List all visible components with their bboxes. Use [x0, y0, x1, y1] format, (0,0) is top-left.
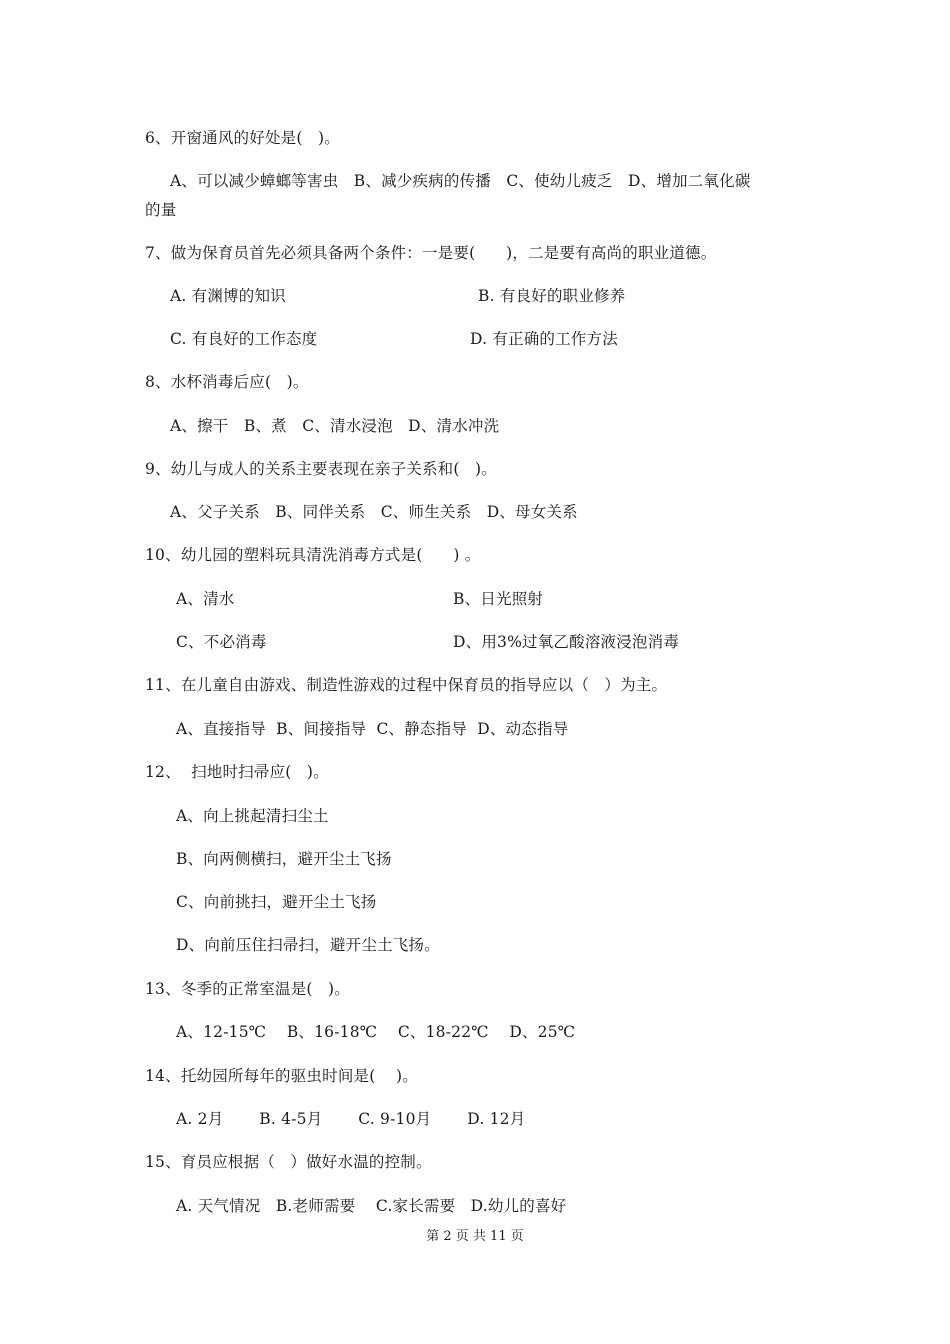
question-12-option-b: B、向两侧横扫，避开尘土飞扬: [176, 850, 392, 868]
question-14-stem: 14、托幼园所每年的驱虫时间是( )。: [145, 1067, 418, 1085]
question-10-stem: 10、幼儿园的塑料玩具清洗消毒方式是( ) 。: [145, 546, 481, 564]
question-15-options: A. 天气情况 B.老师需要 C.家长需要 D.幼儿的喜好: [176, 1197, 567, 1215]
question-7-option-b: B. 有良好的职业修养: [478, 287, 626, 305]
question-6-options-cont: 的量: [145, 201, 177, 219]
question-7-stem: 7、做为保育员首先必须具备两个条件：一是要( )，二是要有高尚的职业道德。: [145, 244, 717, 262]
question-8-stem: 8、水杯消毒后应( )。: [145, 373, 309, 391]
question-13-options: A、12-15℃ B、16-18℃ C、18-22℃ D、25℃: [176, 1023, 576, 1041]
question-13-stem: 13、冬季的正常室温是( )。: [145, 980, 350, 998]
question-12-stem: 12、 扫地时扫帚应( )。: [145, 763, 329, 781]
question-10-option-d: D、用3%过氧乙酸溶液浸泡消毒: [453, 633, 680, 651]
question-12-option-d: D、向前压住扫帚扫，避开尘土飞扬。: [176, 936, 440, 954]
question-7-option-a: A. 有渊博的知识: [170, 287, 286, 305]
question-12-option-c: C、向前挑扫，避开尘土飞扬: [176, 893, 377, 911]
question-10-option-b: B、日光照射: [453, 590, 544, 608]
question-10-option-c: C、不必消毒: [176, 633, 267, 651]
question-7-option-c: C. 有良好的工作态度: [170, 330, 318, 348]
question-11-options: A、直接指导 B、间接指导 C、静态指导 D、动态指导: [176, 720, 569, 738]
question-6-stem: 6、开窗通风的好处是( )。: [145, 129, 340, 147]
question-6-options: A、可以减少蟑螂等害虫 B、减少疾病的传播 C、使幼儿疲乏 D、增加二氧化碳: [170, 172, 751, 190]
question-8-options: A、擦干 B、煮 C、清水浸泡 D、清水冲洗: [170, 417, 500, 435]
question-7-option-d: D. 有正确的工作方法: [470, 330, 618, 348]
question-10-option-a: A、清水: [176, 590, 235, 608]
question-9-stem: 9、幼儿与成人的关系主要表现在亲子关系和( )。: [145, 460, 497, 478]
question-14-options: A. 2月 B. 4-5月 C. 9-10月 D. 12月: [176, 1110, 526, 1128]
question-9-options: A、父子关系 B、同伴关系 C、师生关系 D、母女关系: [170, 503, 578, 521]
question-11-stem: 11、在儿童自由游戏、制造性游戏的过程中保育员的指导应以（ ）为主。: [145, 676, 668, 694]
page-number-footer: 第 2 页 共 11 页: [426, 1229, 524, 1244]
question-15-stem: 15、育员应根据（ ）做好水温的控制。: [145, 1153, 432, 1171]
question-12-option-a: A、向上挑起清扫尘土: [176, 807, 329, 825]
